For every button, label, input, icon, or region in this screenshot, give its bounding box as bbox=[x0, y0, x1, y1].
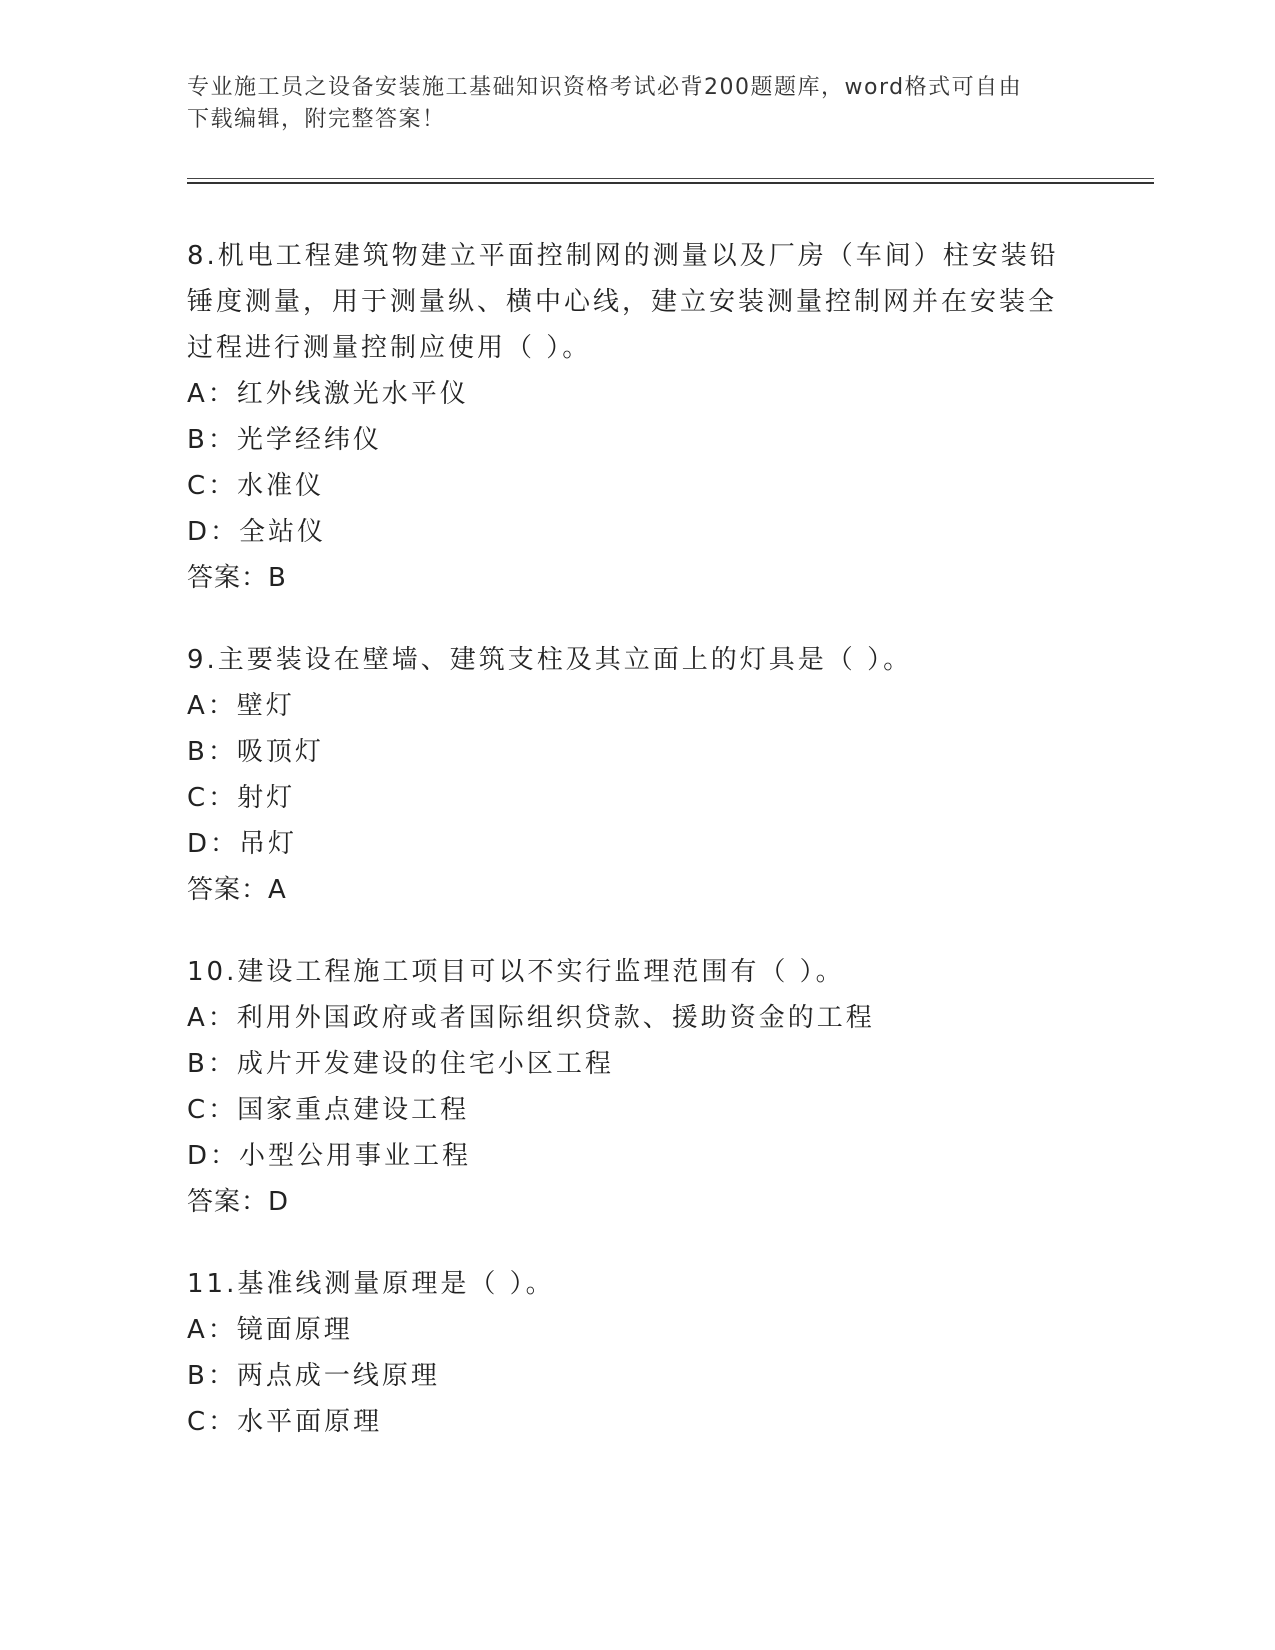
header-line-2: 下载编辑，附完整答案！ bbox=[187, 107, 446, 132]
option-b: B：吸顶灯 bbox=[187, 737, 324, 767]
answer: 答案：D bbox=[187, 1187, 290, 1217]
question-stem-line: 8.机电工程建筑物建立平面控制网的测量以及厂房（车间）柱安装铅 bbox=[187, 241, 1059, 271]
option-d: D：全站仪 bbox=[187, 517, 327, 547]
option-b: B：成片开发建设的住宅小区工程 bbox=[187, 1049, 614, 1079]
option-b: B：两点成一线原理 bbox=[187, 1361, 440, 1391]
question-stem-line: 11.基准线测量原理是（ ）。 bbox=[187, 1269, 555, 1299]
option-c: C：射灯 bbox=[187, 783, 296, 813]
header-divider-thin bbox=[187, 178, 1154, 179]
option-d: D：小型公用事业工程 bbox=[187, 1141, 472, 1171]
question-10 bbox=[187, 949, 1087, 1225]
option-c: C：水平面原理 bbox=[187, 1407, 383, 1437]
question-list bbox=[187, 233, 1087, 1481]
option-c: C：水准仪 bbox=[187, 471, 325, 501]
question-9 bbox=[187, 637, 1087, 913]
option-a: A：镜面原理 bbox=[187, 1315, 353, 1345]
option-b: B：光学经纬仪 bbox=[187, 425, 382, 455]
answer: 答案：B bbox=[187, 563, 287, 593]
option-a: A：红外线激光水平仪 bbox=[187, 379, 469, 409]
document-header bbox=[187, 72, 1067, 136]
option-a: A：壁灯 bbox=[187, 691, 295, 721]
option-a: A：利用外国政府或者国际组织贷款、援助资金的工程 bbox=[187, 1003, 875, 1033]
question-stem-line: 10.建设工程施工项目可以不实行监理范围有（ ）。 bbox=[187, 957, 845, 987]
question-stem-line: 过程进行测量控制应使用（ ）。 bbox=[187, 333, 592, 363]
question-8 bbox=[187, 233, 1087, 601]
option-d: D：吊灯 bbox=[187, 829, 298, 859]
question-stem-line: 9.主要装设在壁墙、建筑支柱及其立面上的灯具是（ ）。 bbox=[187, 645, 913, 675]
header-line-1: 专业施工员之设备安装施工基础知识资格考试必背200题题库，word格式可自由 bbox=[187, 75, 1023, 100]
answer: 答案：A bbox=[187, 875, 287, 905]
question-stem-line: 锤度测量，用于测量纵、横中心线，建立安装测量控制网并在安装全 bbox=[187, 287, 1058, 317]
question-11 bbox=[187, 1261, 1087, 1445]
header-divider-thick bbox=[187, 182, 1154, 184]
option-c: C：国家重点建设工程 bbox=[187, 1095, 470, 1125]
